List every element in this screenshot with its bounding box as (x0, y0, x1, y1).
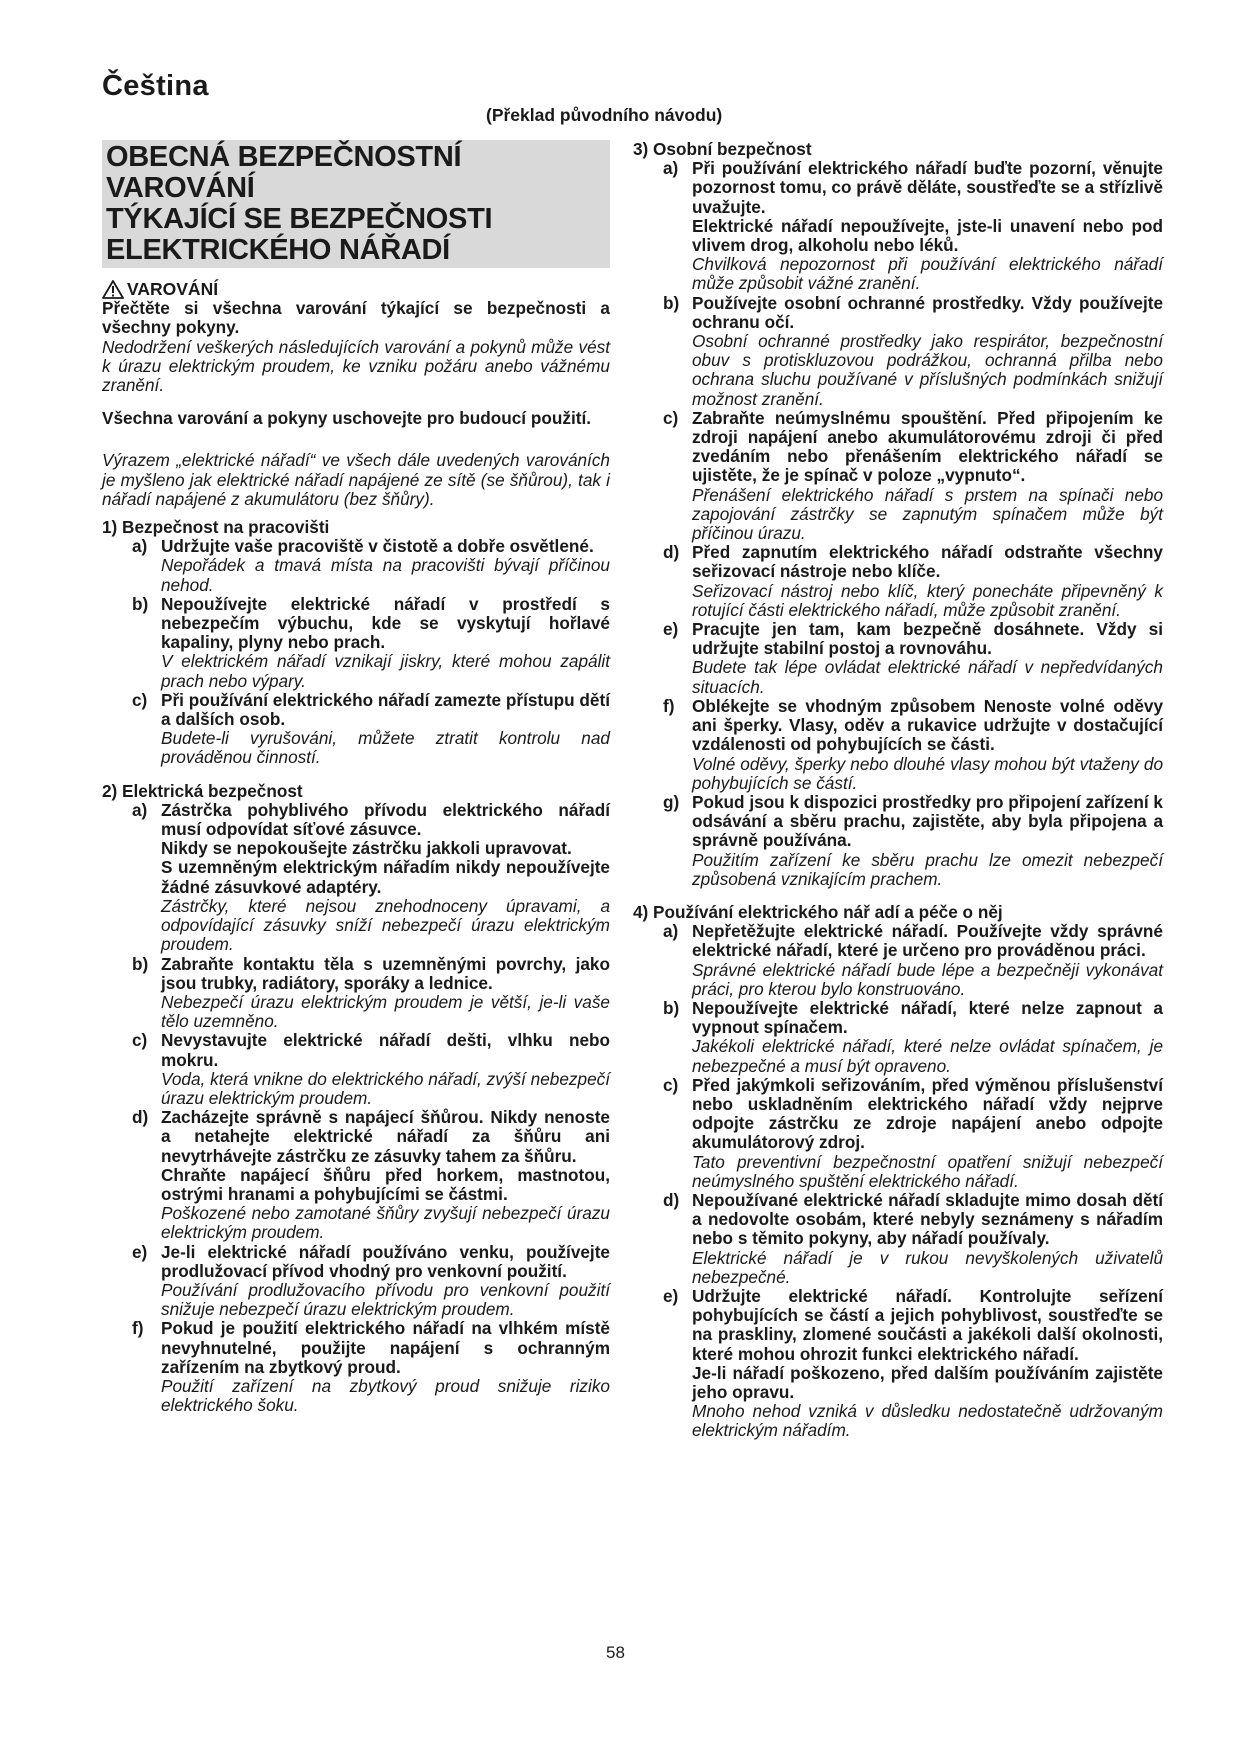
item-note: Elektrické nářadí je v rukou nevyškolených uživatelů nebezpečné. (692, 1247, 1163, 1287)
item-note: Použitím zařízení ke sběru prachu lze omezit nebezpečí způsobená vznikajícím prachem. (692, 849, 1163, 889)
item-label: b) (663, 292, 680, 313)
item-instruction: Udržujte vaše pracoviště v čistotě a dobře osvětlené. (161, 536, 594, 557)
list-item (132, 801, 610, 955)
item-label: a) (132, 799, 148, 820)
list-item (132, 1319, 610, 1415)
item-instruction: Zástrčka pohyblivého přívodu elektrického nářadí musí odpovídat síťové zásuvce. (161, 799, 610, 840)
item-label: g) (663, 791, 680, 812)
item-note: Chvilková nepozornost při používání elektrického nářadí může způsobit vážné zranění. (692, 254, 1163, 294)
warning-label: VAROVÁNÍ (127, 279, 219, 299)
item-label: c) (132, 689, 148, 710)
item-body (692, 409, 1163, 543)
item-label: a) (663, 158, 679, 179)
right-column (633, 140, 1163, 1441)
section-title: 2) Elektrická bezpečnost (102, 780, 303, 801)
item-note: Budete tak lépe ovládat elektrické nářadí v nepředvídaných situacích. (692, 657, 1163, 697)
item-instruction: Nepoužívané elektrické nářadí skladujte mimo dosah dětí a nedovolte osobám, které nebyly seznámeny s nářadím nebo s těmito pokyny, aby nářadí používaly. (692, 1189, 1163, 1249)
item-note: Správné elektrické nářadí bude lépe a bezpečněji vykonávat práci, pro kterou bylo konstruováno. (692, 959, 1163, 999)
item-label: b) (132, 953, 149, 974)
item-label: b) (663, 997, 680, 1018)
item-label: b) (132, 593, 149, 614)
section-title: 4) Používání elektrického nář adí a péče o něj (633, 901, 1003, 922)
item-note: Používání prodlužovacího přívodu pro venkovní použití snižuje nebezpečí úrazu elektrickým proudem. (161, 1279, 610, 1320)
item-body (692, 1076, 1163, 1191)
banner-line: TÝKAJÍCÍ SE BEZPEČNOSTI (106, 203, 493, 235)
item-body (161, 1031, 610, 1108)
item-instruction: Zabraňte neúmyslnému spouštění. Před připojením ke zdroji napájení anebo akumulátorovému zdroji či před zvedáním nebo přenášením elektrického nářadí se ujistěte, že je spínač v poloze „vypnuto“. (692, 407, 1163, 486)
item-body (161, 1319, 610, 1415)
item-label: d) (663, 542, 680, 563)
list-item (132, 537, 610, 595)
item-note: Nepořádek a tmavá místa na pracovišti bývají příčinou nehod. (161, 555, 610, 595)
item-note: Voda, která vnikne do elektrického nářadí, zvýší nebezpečí úrazu elektrickým proudem. (161, 1068, 610, 1108)
list-item (663, 620, 1163, 697)
item-body (161, 1243, 610, 1320)
list-item (663, 294, 1163, 409)
list-item (132, 1243, 610, 1320)
definition-text: Výrazem „elektrické nářadí“ ve všech dále uvedených varováních je myšleno jak elektrické nářadí napájené ze sítě (se šňůrou), tak i nářadí napájené z akumulátoru (bez šňůry). (102, 450, 610, 509)
item-instruction: Pracujte jen tam, kam bezpečně dosáhnete. Vždy si udržujte stabilní postoj a rovnováhu. (692, 619, 1163, 659)
item-instruction: Nepoužívejte elektrické nářadí v prostředí s nebezpečím výbuchu, kde se vyskytují hořlavé kapaliny, plyny nebo prach. (161, 593, 610, 653)
item-note: Poškozené nebo zamotané šňůry zvyšují nebezpečí úrazu elektrickým proudem. (161, 1203, 610, 1243)
item-instruction: Chraňte napájecí šňůru před horkem, mastnotou, ostrými hranami a pohybujícími se částmi. (161, 1164, 610, 1204)
item-label: a) (663, 921, 679, 942)
item-label: d) (132, 1107, 149, 1128)
item-instruction: Zabraňte kontaktu těla s uzemněnými povrchy, jako jsou trubky, radiátory, sporáky a lednice. (161, 953, 610, 993)
item-label: e) (663, 619, 679, 640)
left-column (102, 140, 610, 1415)
item-instruction: Používejte osobní ochranné prostředky. Vždy používejte ochranu očí. (692, 292, 1163, 332)
item-note: V elektrickém nářadí vznikají jiskry, které mohou zapálit prach nebo výpary. (161, 651, 610, 691)
list-item (132, 955, 610, 1032)
item-instruction: Elektrické nářadí nepoužívejte, jste-li unavení nebo pod vlivem drog, alkoholu nebo léků. (692, 215, 1163, 256)
item-body (692, 999, 1163, 1076)
warning-italic-text: Nedodržení veškerých následujících varování a pokynů může vést k úrazu elektrickým proudem, ke vzniku požáru anebo vážnému zranění. (102, 336, 610, 396)
item-body (161, 1108, 610, 1242)
item-body (692, 543, 1163, 620)
list-item (663, 793, 1163, 889)
item-note: Volné oděvy, šperky nebo dlouhé vlasy mohou být vtaženy do pohybujících se částí. (692, 753, 1163, 793)
list-item (663, 1287, 1163, 1441)
item-label: e) (663, 1285, 679, 1306)
list-item (132, 1108, 610, 1242)
list-item (132, 1031, 610, 1108)
item-label: d) (663, 1189, 680, 1210)
item-note: Mnoho nehod vzniká v důsledku nedostatečně udržovaným elektrickým nářadím. (692, 1401, 1163, 1441)
item-body (161, 537, 610, 595)
warning-triangle-icon (102, 280, 124, 299)
item-note: Použití zařízení na zbytkový proud snižuje riziko elektrického šoku. (161, 1375, 610, 1416)
item-note: Seřizovací nástroj nebo klíč, který ponecháte připevněný k rotující části elektrického nářadí, může způsobit zranění. (692, 580, 1163, 620)
item-instruction: Oblékejte se vhodným způsobem Nenoste volné oděvy ani šperky. Vlasy, oděv a rukavice udržujte v dostačující vzdálenosti od pohybujících se části. (692, 695, 1163, 755)
item-instruction: Je-li elektrické nářadí používáno venku, používejte prodlužovací přívod vhodný pro venkovní použití. (161, 1241, 610, 1281)
item-note: Nebezpečí úrazu elektrickým proudem je větší, je-li vaše tělo uzemněno. (161, 991, 610, 1032)
item-body (692, 697, 1163, 793)
item-note: Budete-li vyrušováni, můžete ztratit kontrolu nad prováděnou činností. (161, 728, 610, 768)
item-instruction: Pokud je použití elektrického nářadí na vlhkém místě nevyhnutelné, použijte napájení s ochranným zařízením na zbytkový proud. (161, 1318, 610, 1377)
section-title: 1) Bezpečnost na pracovišti (102, 517, 330, 538)
item-label: c) (663, 1074, 679, 1095)
item-instruction: Nepoužívejte elektrické nářadí, které nelze zapnout a vypnout spínačem. (692, 997, 1163, 1038)
list-item (663, 159, 1163, 293)
item-label: c) (663, 407, 679, 428)
list-item (663, 543, 1163, 620)
keep-instructions-text: Všechna varování a pokyny uschovejte pro budoucí použití. (102, 408, 591, 429)
item-instruction: Před zapnutím elektrického nářadí odstraňte všechny seřizovací nástroje nebo klíče. (692, 542, 1163, 582)
item-body (161, 691, 610, 768)
item-note: Zástrčky, které nejsou znehodnoceny úpravami, a odpovídající zásuvky sníží nebezpečí úrazu elektrickým proudem. (161, 895, 610, 955)
item-instruction: Při používání elektrického nářadí zamezte přístupu dětí a dalších osob. (161, 689, 610, 730)
list-item (663, 409, 1163, 543)
list-item (663, 697, 1163, 793)
list-item (132, 691, 610, 768)
item-note: Přenášení elektrického nářadí s prstem na spínači nebo zapojování zástrčky se zapnutým spínačem může být příčinou úrazu. (692, 484, 1163, 544)
list-item (663, 1076, 1163, 1191)
item-note: Jakékoli elektrické nářadí, které nelze ovládat spínačem, je nebezpečné a musí být opraveno. (692, 1036, 1163, 1076)
list-item (663, 1191, 1163, 1287)
item-instruction: Nepřetěžujte elektrické nářadí. Používejte vždy správné elektrické nářadí, které je určeno pro prováděnou práci. (692, 921, 1163, 961)
item-instruction: Nevystavujte elektrické nářadí dešti, vlhku nebo mokru. (161, 1030, 610, 1070)
list-item (663, 922, 1163, 999)
item-instruction: Pokud jsou k dispozici prostředky pro připojení zařízení k odsávání a sběru prachu, zajistěte, aby byla připojena a správně používána. (692, 791, 1163, 851)
item-instruction: Udržujte elektrické nářadí. Kontrolujte seřízení pohybujících se částí a jejich pohyblivost, soustřeďte se na praskliny, zlomené součásti a jakékoli další okolnosti, které mohou ohrozit funkci elektrického nářadí. (692, 1285, 1163, 1364)
item-body (692, 620, 1163, 697)
item-instruction: S uzemněným elektrickým nářadím nikdy nepoužívejte žádné zásuvkové adaptéry. (161, 857, 610, 897)
item-label: a) (132, 536, 148, 557)
item-body (692, 1191, 1163, 1287)
item-body (692, 159, 1163, 293)
item-body (161, 955, 610, 1032)
item-body (692, 294, 1163, 409)
page-number: 58 (606, 1643, 625, 1662)
banner-line: OBECNÁ BEZPEČNOSTNÍ VAROVÁNÍ (106, 141, 462, 204)
item-instruction: Nikdy se nepokoušejte zástrčku jakkoli upravovat. (161, 838, 572, 859)
list-item (663, 999, 1163, 1076)
item-body (692, 793, 1163, 889)
warning-bold-text: Přečtěte si všechna varování týkající se bezpečnosti a všechny pokyny. (102, 298, 610, 338)
item-body (692, 1287, 1163, 1441)
item-body (161, 595, 610, 691)
item-label: c) (132, 1030, 148, 1051)
list-item (132, 595, 610, 691)
warning-header (102, 280, 610, 299)
language-heading: Čeština (102, 70, 209, 102)
item-label: e) (132, 1241, 148, 1262)
item-instruction: Při používání elektrického nářadí buďte pozorní, věnujte pozornost tomu, co právě děláte, soustřeďte se a střízlivě uvažujte. (692, 158, 1163, 217)
item-instruction: Před jakýmkoli seřizováním, před výměnou příslušenství nebo uskladněním elektrického nářadí vždy nejprve odpojte zástrčku ze zdroje napájení anebo odpojte akumulátorový zdroj. (692, 1074, 1163, 1153)
section-banner (102, 140, 610, 268)
item-label: f) (663, 695, 675, 716)
item-note: Osobní ochranné prostředky jako respirátor, bezpečnostní obuv s protiskluzovou podrážkou, ochranná přilba nebo ochrana sluchu používané v příslušných podmínkách snižují možnost zranění. (692, 331, 1163, 409)
item-instruction: Je-li nářadí poškozeno, před dalším používáním zajistěte jeho opravu. (692, 1362, 1163, 1402)
item-note: Tato preventivní bezpečnostní opatření snižují nebezpečí neúmyslného spuštění elektrického nářadí. (692, 1151, 1163, 1191)
item-body (161, 801, 610, 955)
banner-line: ELEKTRICKÉHO NÁŘADÍ (106, 234, 450, 266)
item-body (692, 922, 1163, 999)
section-title: 3) Osobní bezpečnost (633, 139, 812, 159)
left-sections (102, 518, 610, 1415)
item-label: f) (132, 1318, 144, 1339)
right-sections (633, 140, 1163, 1441)
translation-note: (Překlad původního návodu) (486, 105, 723, 125)
item-instruction: Zacházejte správně s napájecí šňůrou. Nikdy nenoste a netahejte elektrické nářadí za šňůru ani nevytrhávejte zástrčku ze zásuvky tahem za šňůru. (161, 1107, 610, 1166)
